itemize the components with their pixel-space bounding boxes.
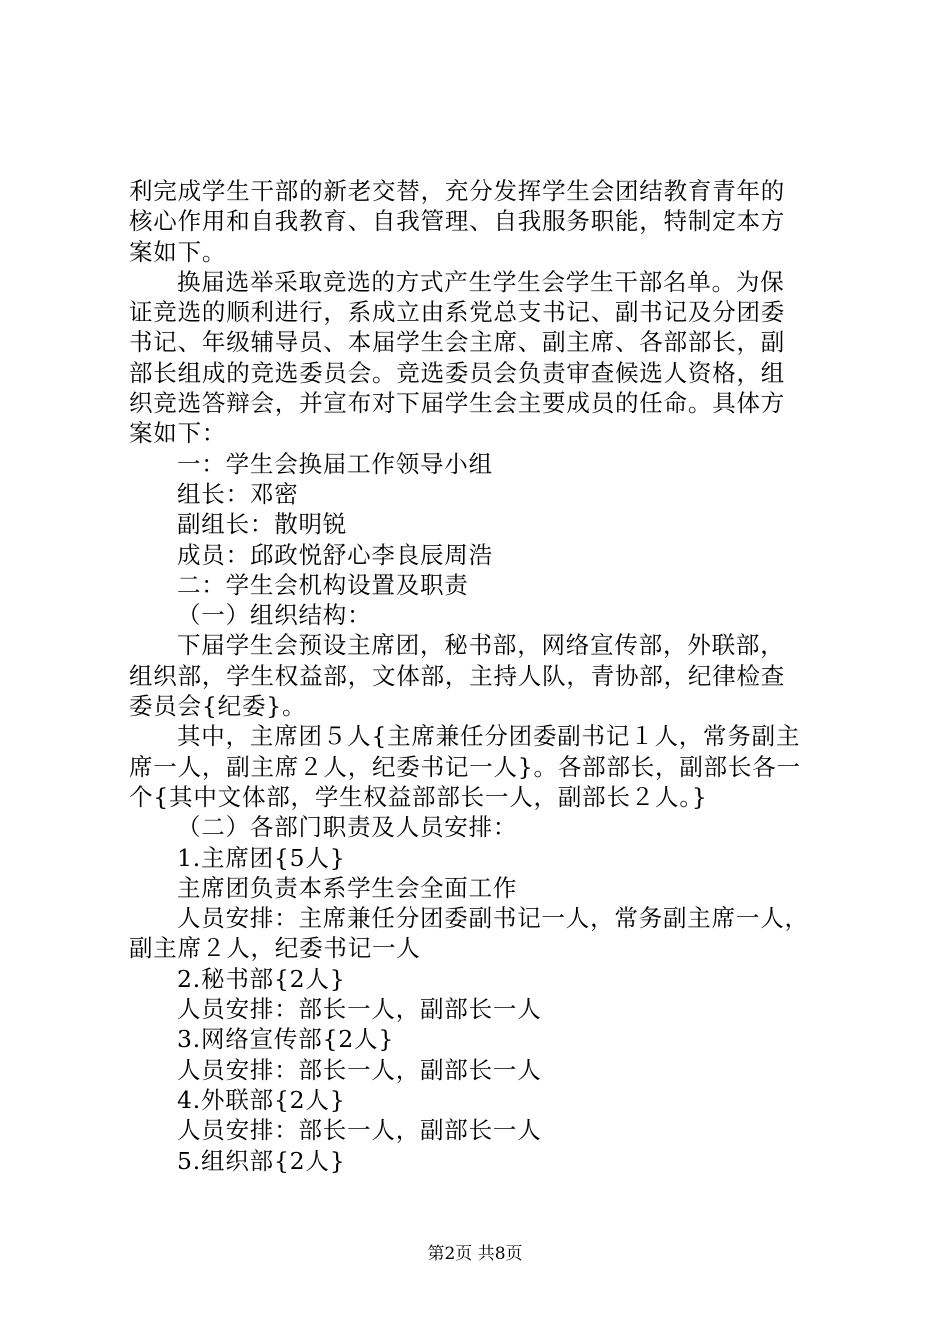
page-footer: 第2页 共8页	[427, 1244, 523, 1264]
text-line: 席一人，副主席２人，纪委书记一人}。各部部长，副部长各一	[129, 752, 801, 781]
text-line: 人员安排：部长一人，副部长一人	[177, 1116, 542, 1145]
text-line: 下届学生会预设主席团，秘书部，网络宣传部，外联部，	[177, 631, 785, 660]
text-line: 个{其中文体部，学生权益部部长一人，副部长２人。}	[129, 782, 708, 811]
text-line: 主席团负责本系学生会全面工作	[177, 873, 518, 902]
text-line: 部长组成的竞选委员会。竞选委员会负责审查候选人资格，组	[129, 358, 786, 387]
text-line: 人员安排：部长一人，副部长一人	[177, 995, 542, 1024]
text-line: 2.秘书部{2人}	[177, 964, 346, 993]
text-line: 织竞选答辩会，并宣布对下届学生会主要成员的任命。具体方	[129, 389, 786, 418]
text-line: 5.组织部{2人}	[177, 1146, 346, 1175]
text-line: 案如下：	[129, 419, 227, 448]
text-line: 委员会{纪委}。	[129, 692, 307, 721]
text-line: 成员：邱政悦舒心李良辰周浩	[177, 540, 493, 569]
text-line: 3.网络宣传部{2人}	[177, 1025, 395, 1054]
text-line: 案如下。	[129, 237, 227, 266]
text-line: 4.外联部{2人}	[177, 1085, 346, 1114]
text-line: 1.主席团{5人}	[177, 843, 346, 872]
text-line: 组长：邓密	[177, 479, 299, 508]
text-line: 其中，主席团５人{主席兼任分团委副书记１人，常务副主	[177, 722, 801, 751]
text-line: 换届选举采取竞选的方式产生学生会学生干部名单。为保	[177, 267, 785, 296]
text-line: 证竞选的顺利进行，系成立由系党总支书记、副书记及分团委	[129, 298, 786, 327]
text-line: 副主席２人，纪委书记一人	[129, 934, 421, 963]
text-line: 一：学生会换届工作领导小组	[177, 449, 493, 478]
text-line: （一）组织结构：	[177, 601, 372, 630]
text-line: 核心作用和自我教育、自我管理、自我服务职能，特制定本方	[129, 207, 786, 236]
text-line: 人员安排：部长一人，副部长一人	[177, 1055, 542, 1084]
text-line: 副组长：散明锐	[177, 510, 348, 539]
text-line: 二：学生会机构设置及职责	[177, 570, 469, 599]
text-line: 人员安排：主席兼任分团委副书记一人，常务副主席一人，	[177, 904, 809, 933]
document-body	[129, 176, 849, 1176]
text-line: 组织部，学生权益部，文体部，主持人队，青协部，纪律检查	[129, 661, 786, 690]
text-line: 利完成学生干部的新老交替，充分发挥学生会团结教育青年的	[129, 177, 786, 205]
text-line: （二）各部门职责及人员安排：	[177, 813, 518, 842]
text-line: 书记、年级辅导员、本届学生会主席、副主席、各部部长，副	[129, 328, 786, 357]
